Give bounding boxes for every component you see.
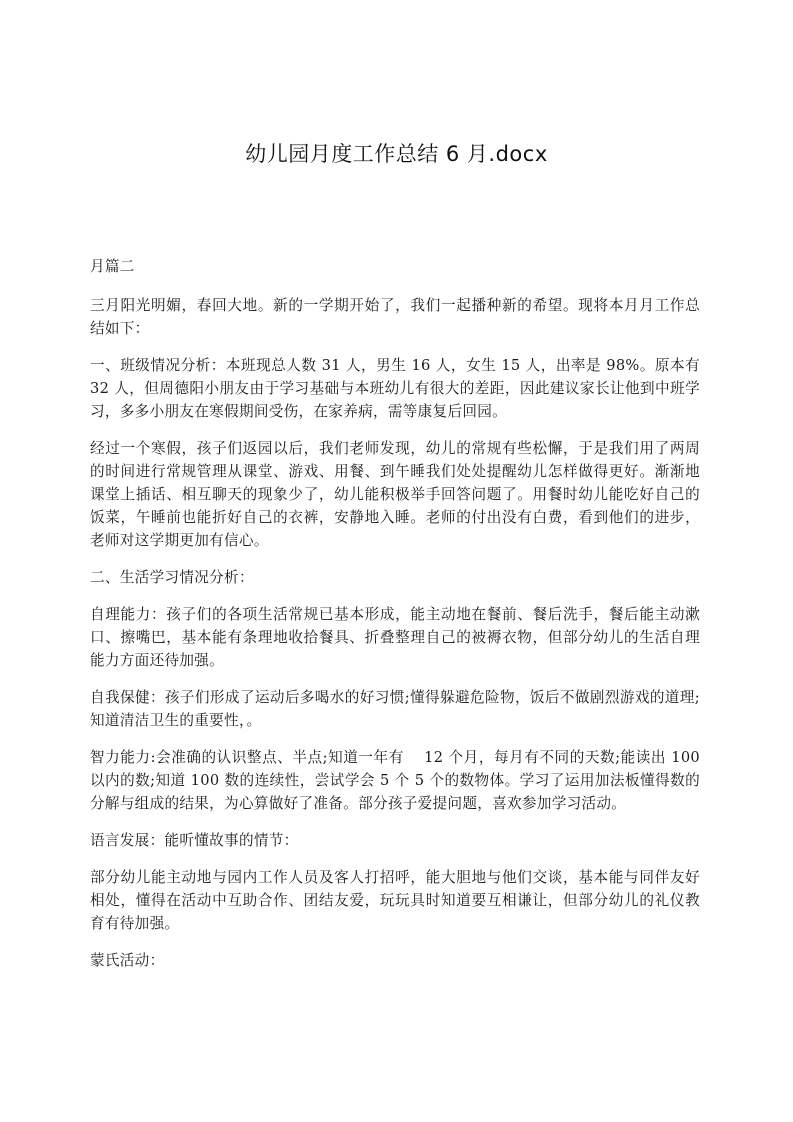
paragraph-life-study-heading: 二、生活学习情况分析： xyxy=(90,569,254,586)
paragraph-self-care: 自理能力：孩子们的各项生活常规已基本形成，能主动地在餐前、餐后洗手，餐后能主动漱口、擦嘴巴，基本能有条理地收拾餐具、折叠整理自己的被褥衣物，但部分幼儿的生活自理能力方面还待加强。 xyxy=(90,606,700,669)
document-body xyxy=(90,255,700,986)
document-title: 幼儿园月度工作总结 6 月.docx xyxy=(245,142,548,166)
paragraph-language-heading: 语言发展：能听懂故事的情节： xyxy=(90,832,299,849)
paragraph-social-manners: 部分幼儿能主动地与园内工作人员及客人打招呼，能大胆地与他们交谈，基本能与同伴友好相处，懂得在活动中互助合作、团结友爱，玩玩具时知道要互相谦让，但部分幼儿的礼仪教育有待加强。 xyxy=(90,869,700,932)
paragraph-montessori-heading: 蒙氏活动： xyxy=(90,952,165,969)
paragraph-class-analysis: 一、班级情况分析：本班现总人数 31 人，男生 16 人，女生 15 人，出率是 98%。原本有 32 人，但周德阳小朋友由于学习基础与本班幼儿有很大的差距，因此建议家长让他到中班学习，多多小朋友在寒假期间受伤，在家养病，需等康复后回园。 xyxy=(90,357,700,420)
paragraph-routine-management: 经过一个寒假，孩子们返园以后，我们老师发现，幼儿的常规有些松懈，于是我们用了两周的时间进行常规管理从课堂、游戏、用餐、到午睡我们处处提醒幼儿怎样做得更好。渐渐地课堂上插话、相互聊天的现象少了，幼儿能积极举手回答问题了。用餐时幼儿能吃好自己的饭菜，午睡前也能折好自己的衣裤，安静地入睡。老师的付出没有白费，看到他们的进步，老师对这学期更加有信心。 xyxy=(90,440,700,549)
paragraph-self-health: 自我保健：孩子们形成了运动后多喝水的好习惯;懂得躲避危险物，饭后不做剧烈游戏的道理;知道清洁卫生的重要性，。 xyxy=(90,689,700,729)
paragraph-intro: 三月阳光明媚，春回大地。新的一学期开始了，我们一起播种新的希望。现将本月月工作总结如下： xyxy=(90,297,700,337)
paragraph-section-heading: 月篇二 xyxy=(90,258,135,275)
paragraph-intelligence: 智力能力:会准确的认识整点、半点;知道一年有 12 个月，每月有不同的天数;能读出 100 以内的数;知道 100 数的连续性，尝试学会 5 个 5 个的数物体。学习了运用加法板懂得数的分解与组成的结果，为心算做好了准备。部分孩子爱提问题，喜欢参加学习活动。 xyxy=(90,749,700,812)
